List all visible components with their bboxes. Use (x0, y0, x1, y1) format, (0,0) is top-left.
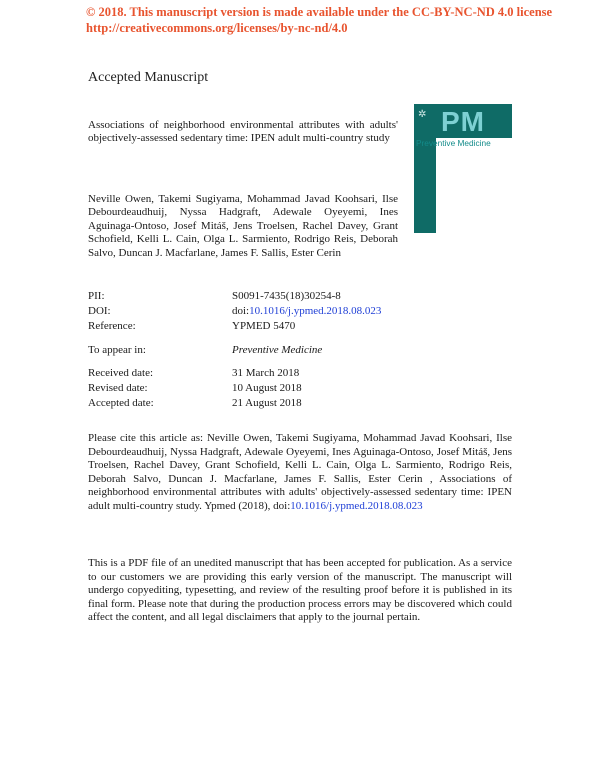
citation-text: Please cite this article as: Neville Owen, Takemi Sugiyama, Mohammad Javad Koohsari, Ilse Debourdeaudhuij, Nyssa Hadgraft, Adewale Oyeyemi, Ines Aguinaga-Ontoso, Josef Mitáš, Jens Troelsen, Rachel Davey, Grant Schofield, Kelli L. Cain, Olga L. Sarmiento, Rodrigo Reis, Deborah Salvo, Duncan J. Macfarlane, James F. Sallis, Ester Cerin , Associations of neighborhood environmental attributes with adults' objectively-assessed sedentary time: IPEN adult multi-country study. Ypmed (2018), doi: (88, 432, 512, 512)
citation-doi-link[interactable]: 10.1016/j.ypmed.2018.08.023 (290, 499, 423, 512)
license-notice (86, 4, 552, 36)
pii-label: PII: (88, 290, 105, 302)
license-url-link[interactable]: http://creativecommons.org/licenses/by-nc-nd/4.0 (86, 21, 348, 35)
doi-value (232, 305, 381, 317)
logo-strip (414, 104, 436, 233)
pii-value: S0091-7435(18)30254-8 (232, 290, 341, 302)
accepted-date-value: 21 August 2018 (232, 397, 302, 409)
received-label: Received date: (88, 367, 154, 379)
tree-icon: ✲ (418, 109, 427, 120)
reference-value: YPMED 5470 (232, 320, 296, 332)
citation-paragraph (88, 432, 512, 514)
journal-logo (414, 104, 512, 233)
disclaimer-paragraph: This is a PDF file of an unedited manuscript that has been accepted for publication. As a service to our customers we are providing this early version of the manuscript. The manuscript will undergo copyediting, typesetting, and review of the resulting proof before it is published in its final form. Please note that during the production process errors may be discovered which could affect the content, and all legal disclaimers that apply to the journal pertain. (88, 557, 512, 624)
author-list: Neville Owen, Takemi Sugiyama, Mohammad Javad Koohsari, Ilse Debourdeaudhuij, Nyssa Hadgraft, Adewale Oyeyemi, Ines Aguinaga-Ontoso, Josef Mitáš, Jens Troelsen, Rachel Davey, Grant Schofield, Kelli L. Cain, Olga L. Sarmiento, Rodrigo Reis, Deborah Salvo, Duncan J. Macfarlane, James F. Sallis, Ester Cerin (88, 193, 398, 259)
revised-label: Revised date: (88, 382, 148, 394)
logo-journal-name: Preventive Medicine (416, 138, 491, 148)
logo-letters: PM (441, 106, 485, 137)
article-title: Associations of neighborhood environmental attributes with adults' objectively-assessed sedentary time: IPEN adult multi-country study (88, 119, 398, 145)
doi-label: DOI: (88, 305, 111, 317)
doi-link[interactable]: 10.1016/j.ypmed.2018.08.023 (249, 305, 382, 317)
received-value: 31 March 2018 (232, 367, 300, 379)
reference-label: Reference: (88, 320, 136, 332)
license-text: © 2018. This manuscript version is made available under the CC-BY-NC-ND 4.0 license (86, 5, 553, 19)
accepted-date-label: Accepted date: (88, 397, 154, 409)
appear-label: To appear in: (88, 344, 146, 356)
revised-value: 10 August 2018 (232, 382, 302, 394)
doi-prefix: doi: (232, 305, 250, 317)
appear-value: Preventive Medicine (232, 344, 323, 356)
accepted-manuscript-label: Accepted Manuscript (88, 70, 209, 85)
